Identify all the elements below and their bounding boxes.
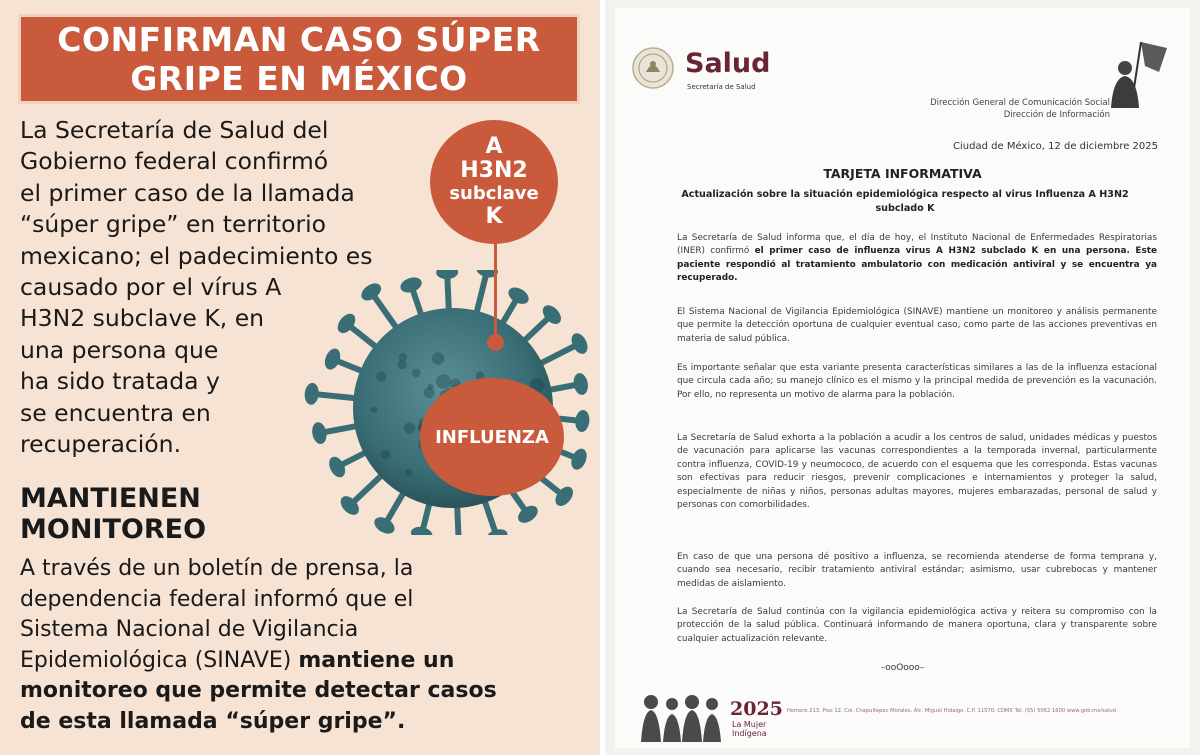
department-block (930, 97, 1110, 121)
body-line-bold: mantiene un (298, 647, 455, 673)
intro-line: “súper gripe” en territorio (20, 210, 327, 239)
paragraph-5: En caso de que una persona dé positivo a influenza, se recomienda atenderse de forma temprana y, cuando sea necesario, recibir tratamiento antiviral estándar; asimismo, usar cubrebocas y mantener medidas de aislamiento. (677, 552, 1157, 589)
virus-spike-cap (398, 275, 423, 295)
paragraph-1-text: La Secretaría de Salud informa que, el día de hoy, el Instituto Nacional de Enfermedades Respiratorias (INER) confirmó (677, 233, 1157, 257)
women-figures-icon (639, 688, 725, 742)
sub-department-name: Dirección de Información (1003, 110, 1110, 120)
bubble-connector-line (494, 243, 497, 338)
virus-texture-dot (376, 371, 386, 381)
strain-bubble (430, 120, 558, 244)
body-line: A través de un boletín de prensa, la (20, 556, 414, 581)
footer-address: Homero 213, Piso 12, Col. Chapultepec Morales, Alc. Miguel Hidalgo, C.P. 11570, CDMX Tel. (55) 5062 1600 www.gob.mx/salud (787, 708, 1116, 714)
intro-line: se encuentra en (20, 398, 211, 427)
intro-line: Gobierno federal confirmó (20, 147, 329, 176)
virus-texture-dot (371, 406, 378, 413)
headline-line: GRIPE EN MÉXICO (130, 59, 468, 98)
document-page (615, 8, 1190, 748)
footer-year-line: La Mujer (732, 720, 767, 729)
document-title: TARJETA INFORMATIVA (823, 166, 982, 181)
virus-spike (538, 344, 580, 365)
intro-line: ha sido tratada y (20, 367, 220, 396)
intro-line: H3N2 subclave K, en (20, 304, 265, 333)
intro-line: recuperación. (20, 430, 182, 459)
paragraph-2: El Sistema Nacional de Vigilancia Epidemiológica (SINAVE) mantiene un monitoreo y análisis permanente que permite la detección oportuna de cualquier eventual caso, como parte de las acciones preventivas en materia de salud pública. (677, 307, 1157, 344)
virus-spike (312, 394, 359, 399)
virus-spike (371, 292, 398, 330)
virus-texture-dot (399, 353, 407, 361)
salud-logo-text: Salud (685, 48, 771, 79)
strain-line: A (485, 134, 503, 159)
document-subtitle (675, 188, 1135, 216)
paragraph-3: Es importante señalar que esta variante presenta características similares a las de la influenza estacional que circula cada año; su manejo clínico es el mismo y la principal medida de prevención es la vacunación. Por ello, no representa un motivo de alarma para la población. (677, 363, 1157, 400)
virus-texture-dot (397, 360, 406, 369)
virus-spike-cap (572, 372, 590, 396)
virus-texture-dot (432, 352, 444, 364)
paragraph-4: La Secretaría de Salud exhorta a la población a acudir a los centros de salud, unidades médicas y puestos de vacunación para aplicarse las vacunas correspondientes a la temporada invernal, particularmente contra influenza, COVID-19 y neumococo, de acuerdo con el esquema que les corresponda. Estas vacunas son efectivas para reducir riesgos, prevenir complicaciones e internamientos y proteger la salud, especialmente de niñas y niños, personas adultas mayores, mujeres embarazadas, personal de salud y personas con comorbilidades. (677, 433, 1157, 511)
virus-texture-dot (424, 387, 435, 398)
virus-spike-cap (371, 514, 397, 535)
virus-texture-dot (404, 422, 416, 434)
headline-banner (18, 14, 580, 104)
press-document-panel (605, 0, 1200, 755)
subheading (20, 483, 340, 545)
body-line-normal: Epidemiológica (SINAVE) (20, 647, 299, 673)
intro-line: una persona que (20, 335, 219, 364)
subheading-line: MANTIENEN (20, 483, 201, 514)
virus-spike-cap (304, 382, 320, 405)
intro-line: causado por el vírus A (20, 273, 282, 302)
subheading-line: MONITOREO (20, 514, 207, 545)
subtitle-line: subclado K (875, 203, 935, 214)
flag-figure-icon (1101, 38, 1171, 110)
virus-spike (350, 473, 384, 505)
bubble-connector-dot (487, 334, 504, 351)
body-bold-line: de esta llamada “súper gripe”. (20, 708, 406, 734)
virus-texture-dot (405, 469, 412, 476)
intro-line: el primer caso de la llamada (20, 178, 355, 207)
subtitle-line: Actualización sobre la situación epidemiológica respecto al virus Influenza A H3N2 (681, 189, 1129, 200)
virus-spike (476, 270, 487, 316)
intro-line: La Secretaría de Salud del (20, 116, 329, 144)
virus-spike-cap (506, 284, 532, 307)
footer-year-line: Indígena (732, 729, 767, 738)
headline-line: CONFIRMAN CASO SÚPER (57, 20, 541, 59)
paragraph-1-bold: el primer caso de influenza virus A H3N2 subclado K en una persona. Este paciente respondió al tratamiento ambulatorio con medicación antiviral y se encuentra ya recuperado. (677, 246, 1157, 284)
virus-spike-cap (574, 409, 590, 432)
virus-spike (484, 498, 497, 535)
body-line: dependencia federal informó que el (20, 586, 414, 612)
intro-line: mexicano; el padecimiento es (20, 241, 373, 270)
headline (57, 20, 540, 98)
footer-year-caption (732, 720, 767, 738)
virus-spike-cap (568, 331, 590, 357)
department-name: Dirección General de Comunicación Social (930, 98, 1110, 108)
footer-year: 2025 (730, 698, 783, 720)
influenza-bubble: INFLUENZA (420, 378, 564, 496)
virus-spike-cap (326, 454, 348, 480)
body-bold-line: monitoreo que permite detectar casos (20, 678, 497, 703)
virus-spike-cap (436, 270, 459, 280)
salud-logo-subtext: Secretaría de Salud (687, 83, 756, 91)
strain-line: K (485, 204, 503, 229)
virus-texture-dot (436, 374, 451, 389)
closing-mark: –ooOooo– (880, 663, 925, 673)
virus-texture-dot (412, 369, 421, 378)
document-date: Ciudad de México, 12 de diciembre 2025 (953, 141, 1158, 152)
strain-line: H3N2 (460, 158, 528, 183)
virus-spike-cap (310, 421, 328, 445)
national-seal-icon (631, 46, 675, 90)
body-line-mixed (20, 646, 590, 677)
strain-line: subclave (449, 183, 539, 204)
paragraph-1 (677, 232, 1157, 286)
body-line: Sistema Nacional de Vigilancia (20, 617, 359, 642)
body-paragraph (20, 554, 590, 737)
paragraph-6: La Secretaría de Salud continúa con la vigilancia epidemiológica activa y reitera su compromiso con la protección de la salud pública. Continuará informando de manera oportuna, clara y transparente sobre cualquier actualización relevante. (677, 607, 1157, 644)
virus-texture-dot (381, 449, 391, 459)
